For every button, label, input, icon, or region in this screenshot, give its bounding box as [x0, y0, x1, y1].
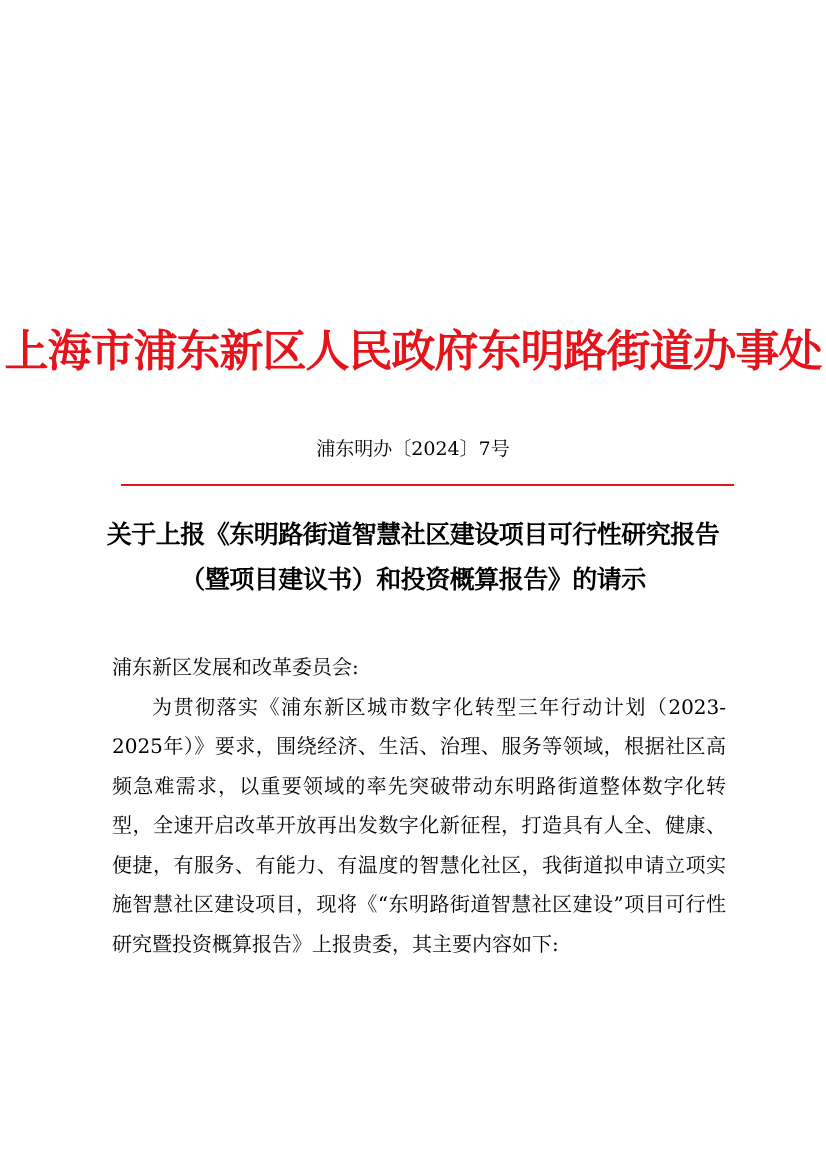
issuer-masthead: 上海市浦东新区人民政府东明路街道办事处 [4, 326, 822, 377]
document-body [112, 648, 726, 964]
document-title-line-1: 关于上报《东明路街道智慧社区建设项目可行性研究报告 [106, 520, 720, 549]
document-title-line-2: （暨项目建议书）和投资概算报告》的请示 [180, 565, 646, 594]
document-number: 浦东明办〔2024〕7号 [316, 438, 510, 460]
body-paragraph: 为贯彻落实《浦东新区城市数字化转型三年行动计划（2023-2025年）》要求，围绕经济、生活、治理、服务等领域，根据社区高频急难需求，以重要领域的率先突破带动东明路街道整体数字化转型，全速开启改革开放再出发数字化新征程，打造具有人全、健康、便捷，有服务、有能力、有温度的智慧化社区，我街道拟申请立项实施智慧社区建设项目，现将《“东明路街道智慧社区建设”项目可行性研究暨投资概算报告》上报贵委，其主要内容如下: [112, 694, 726, 956]
salutation: 浦东新区发展和改革委员会: [112, 655, 359, 679]
red-divider-line [121, 484, 734, 486]
document-title [90, 512, 736, 602]
